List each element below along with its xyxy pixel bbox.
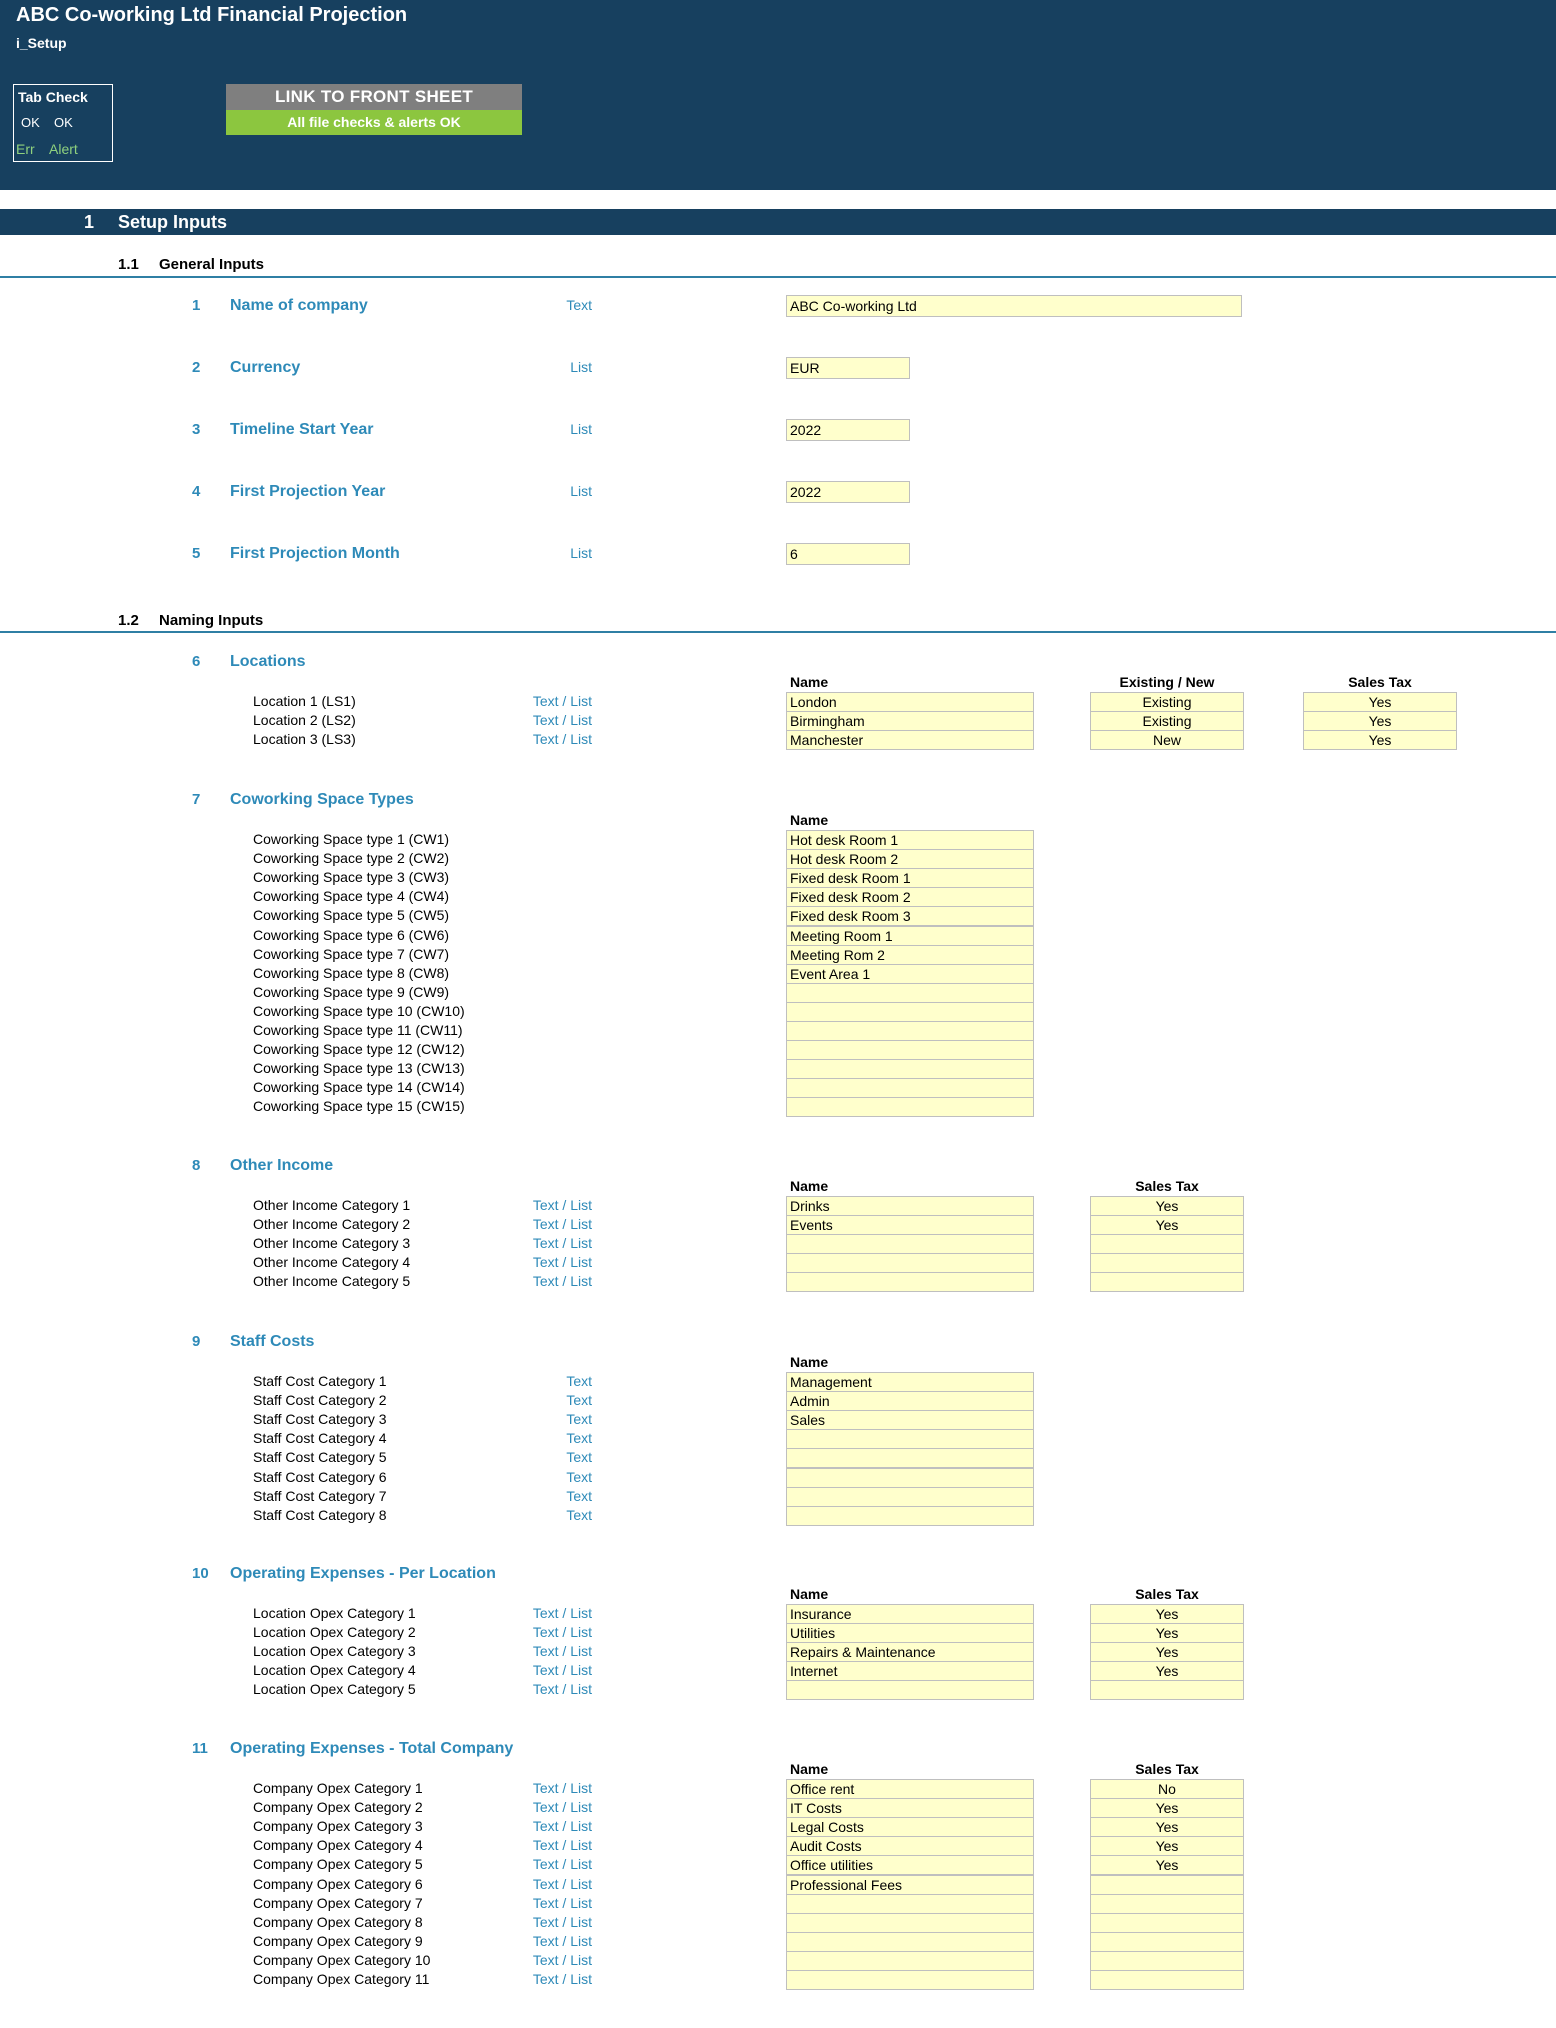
row-label: Staff Cost Category 2 [253, 1392, 387, 1408]
item-number: 2 [192, 359, 201, 376]
name-input[interactable]: Utilities [786, 1623, 1034, 1643]
input-type: Text [566, 297, 592, 313]
input-type: Text / List [532, 1933, 592, 1949]
dropdown-cell[interactable]: Yes [1090, 1215, 1244, 1235]
item-number: 5 [192, 545, 201, 562]
row-label: Company Opex Category 10 [253, 1952, 431, 1968]
dropdown-cell[interactable]: Yes [1090, 1855, 1244, 1875]
group-title: Other Income [230, 1157, 334, 1174]
dropdown-cell[interactable]: Yes [1303, 692, 1457, 712]
row-label: Company Opex Category 8 [253, 1914, 423, 1930]
column-header: Sales Tax [1135, 1178, 1199, 1194]
name-input[interactable] [786, 1253, 1034, 1273]
dropdown-cell[interactable]: Yes [1303, 711, 1457, 731]
name-input[interactable]: Sales [786, 1410, 1034, 1430]
row-label: Coworking Space type 2 (CW2) [253, 850, 450, 866]
row-label: Location 2 (LS2) [253, 712, 356, 728]
dropdown-cell[interactable] [1090, 1253, 1244, 1273]
dropdown-cell[interactable] [1090, 1894, 1244, 1914]
tab-check-box [13, 84, 113, 162]
dropdown-cell[interactable] [1090, 1680, 1244, 1700]
input-type: Text / List [532, 731, 592, 747]
input-field[interactable]: EUR [786, 357, 910, 379]
row-label: Company Opex Category 3 [253, 1818, 423, 1834]
row-label: Company Opex Category 7 [253, 1895, 423, 1911]
dropdown-cell[interactable]: Yes [1090, 1642, 1244, 1662]
name-input[interactable]: Office rent [786, 1779, 1034, 1799]
group-number: 11 [192, 1740, 208, 1757]
row-label: Location Opex Category 4 [253, 1662, 416, 1678]
column-header-name: Name [790, 1761, 829, 1777]
input-type: Text / List [532, 1799, 592, 1815]
row-label: Staff Cost Category 4 [253, 1430, 387, 1446]
dropdown-cell[interactable] [1090, 1932, 1244, 1952]
name-input[interactable] [786, 1429, 1034, 1449]
input-type: List [570, 545, 592, 561]
row-label: Coworking Space type 4 (CW4) [253, 888, 450, 904]
divider-line [0, 276, 1556, 278]
row-label: Company Opex Category 6 [253, 1876, 423, 1892]
group-number: 6 [192, 653, 201, 670]
column-header: Sales Tax [1135, 1586, 1199, 1602]
item-label: Name of company [230, 297, 368, 314]
input-type: Text / List [532, 1876, 592, 1892]
row-label: Location Opex Category 3 [253, 1643, 416, 1659]
name-input[interactable] [786, 1002, 1034, 1022]
tab-check-alert: Alert [49, 141, 78, 157]
row-label: Company Opex Category 2 [253, 1799, 423, 1815]
row-label: Other Income Category 4 [253, 1254, 411, 1270]
name-input[interactable] [786, 1487, 1034, 1507]
column-header: Sales Tax [1348, 674, 1412, 690]
row-label: Coworking Space type 3 (CW3) [253, 869, 450, 885]
row-label: Company Opex Category 11 [253, 1971, 430, 1987]
group-number: 7 [192, 791, 201, 808]
row-label: Company Opex Category 5 [253, 1856, 423, 1872]
input-type: Text / List [532, 1197, 592, 1213]
input-type: Text / List [532, 1605, 592, 1621]
input-type: Text [566, 1449, 592, 1465]
row-label: Coworking Space type 5 (CW5) [253, 907, 450, 923]
name-input[interactable]: Event Area 1 [786, 964, 1034, 984]
row-label: Other Income Category 1 [253, 1197, 411, 1213]
name-input[interactable] [786, 1234, 1034, 1254]
dropdown-cell[interactable]: Existing [1090, 711, 1244, 731]
row-label: Staff Cost Category 3 [253, 1411, 387, 1427]
input-type: Text [566, 1373, 592, 1389]
input-type: Text [566, 1469, 592, 1485]
group-number: 8 [192, 1157, 201, 1174]
input-type: Text [566, 1488, 592, 1504]
row-label: Location 1 (LS1) [253, 693, 356, 709]
input-type: Text / List [532, 1235, 592, 1251]
name-input[interactable] [786, 1097, 1034, 1117]
name-input[interactable] [786, 983, 1034, 1003]
column-header-name: Name [790, 1586, 829, 1602]
row-label: Coworking Space type 9 (CW9) [253, 984, 450, 1000]
input-type: Text [566, 1392, 592, 1408]
name-input[interactable]: Insurance [786, 1604, 1034, 1624]
page-title: ABC Co-working Ltd Financial Projection [16, 4, 408, 26]
name-input[interactable]: Hot desk Room 1 [786, 830, 1034, 850]
row-label: Location Opex Category 5 [253, 1681, 416, 1697]
group-number: 9 [192, 1333, 201, 1350]
item-number: 3 [192, 421, 201, 438]
row-label: Staff Cost Category 1 [253, 1373, 387, 1389]
input-type: Text / List [532, 1624, 592, 1640]
dropdown-cell[interactable]: Existing [1090, 692, 1244, 712]
dropdown-cell[interactable]: Yes [1303, 730, 1457, 750]
item-number: 4 [192, 483, 201, 500]
row-label: Coworking Space type 12 (CW12) [253, 1041, 465, 1057]
input-type: Text / List [532, 1273, 592, 1289]
group-number: 10 [192, 1565, 209, 1582]
row-label: Staff Cost Category 6 [253, 1469, 387, 1485]
row-label: Other Income Category 5 [253, 1273, 411, 1289]
item-label: Timeline Start Year [230, 421, 374, 438]
row-label: Coworking Space type 13 (CW13) [253, 1060, 465, 1076]
name-input[interactable] [786, 1078, 1034, 1098]
input-type: Text / List [532, 1952, 592, 1968]
input-type: Text / List [532, 1216, 592, 1232]
row-label: Staff Cost Category 5 [253, 1449, 387, 1465]
subsection-number-general: 1.1 [118, 256, 139, 273]
name-input[interactable]: Drinks [786, 1196, 1034, 1216]
name-input[interactable]: Admin [786, 1391, 1034, 1411]
input-type: List [570, 359, 592, 375]
input-type: Text / List [532, 1914, 592, 1930]
name-input[interactable] [786, 1272, 1034, 1292]
name-input[interactable]: Events [786, 1215, 1034, 1235]
dropdown-cell[interactable]: Yes [1090, 1836, 1244, 1856]
input-field[interactable]: ABC Co-working Ltd [786, 295, 1242, 317]
dropdown-cell[interactable] [1090, 1272, 1244, 1292]
input-type: Text / List [532, 1818, 592, 1834]
item-label: First Projection Year [230, 483, 386, 500]
subsection-title-general: General Inputs [159, 256, 265, 273]
row-label: Coworking Space type 8 (CW8) [253, 965, 450, 981]
dropdown-cell[interactable]: No [1090, 1779, 1244, 1799]
tab-check-ok-1: OK [21, 115, 40, 130]
row-label: Coworking Space type 14 (CW14) [253, 1079, 465, 1095]
name-input[interactable]: IT Costs [786, 1798, 1034, 1818]
column-header-name: Name [790, 1354, 829, 1370]
input-type: Text / List [532, 1837, 592, 1853]
name-input[interactable]: Repairs & Maintenance [786, 1642, 1034, 1662]
input-type: Text / List [532, 1780, 592, 1796]
dropdown-cell[interactable]: New [1090, 730, 1244, 750]
dropdown-cell[interactable] [1090, 1234, 1244, 1254]
name-input[interactable]: Office utilities [786, 1855, 1034, 1875]
input-field[interactable]: 2022 [786, 481, 910, 503]
group-title: Operating Expenses - Per Location [230, 1565, 496, 1582]
section-bar [0, 209, 1556, 235]
row-label: Staff Cost Category 8 [253, 1507, 387, 1523]
name-input[interactable]: Meeting Room 1 [786, 926, 1034, 946]
sheet-name: i_Setup [16, 35, 67, 51]
file-checks-status: All file checks & alerts OK [226, 110, 522, 135]
name-input[interactable]: Fixed desk Room 2 [786, 887, 1034, 907]
group-title: Locations [230, 653, 306, 670]
name-input[interactable] [786, 1040, 1034, 1060]
column-header-name: Name [790, 1178, 829, 1194]
input-field[interactable]: 6 [786, 543, 910, 565]
input-type: Text [566, 1411, 592, 1427]
dropdown-cell[interactable] [1090, 1970, 1244, 1990]
input-type: Text / List [532, 693, 592, 709]
dropdown-cell[interactable]: Yes [1090, 1817, 1244, 1837]
name-input[interactable]: Internet [786, 1661, 1034, 1681]
row-label: Company Opex Category 9 [253, 1933, 423, 1949]
name-input[interactable] [786, 1059, 1034, 1079]
tab-check-label: Tab Check [18, 89, 88, 105]
dropdown-cell[interactable]: Yes [1090, 1798, 1244, 1818]
name-input[interactable]: Meeting Rom 2 [786, 945, 1034, 965]
section-number: 1 [84, 212, 95, 232]
item-label: Currency [230, 359, 301, 376]
name-input[interactable]: Manchester [786, 730, 1034, 750]
tab-check-err: Err [16, 141, 35, 157]
group-title: Coworking Space Types [230, 791, 414, 808]
row-label: Coworking Space type 11 (CW11) [253, 1022, 463, 1038]
input-type: Text / List [532, 1681, 592, 1697]
input-type: List [570, 483, 592, 499]
section-title: Setup Inputs [118, 212, 227, 232]
name-input[interactable] [786, 1021, 1034, 1041]
input-type: Text / List [532, 1895, 592, 1911]
name-input[interactable] [786, 1951, 1034, 1971]
row-label: Company Opex Category 4 [253, 1837, 423, 1853]
group-title: Operating Expenses - Total Company [230, 1740, 514, 1757]
row-label: Location Opex Category 2 [253, 1624, 416, 1640]
item-label: First Projection Month [230, 545, 400, 562]
dropdown-cell[interactable] [1090, 1875, 1244, 1895]
name-input[interactable]: Management [786, 1372, 1034, 1392]
row-label: Coworking Space type 15 (CW15) [253, 1098, 465, 1114]
input-type: Text / List [532, 1254, 592, 1270]
subsection-title-naming: Naming Inputs [159, 612, 264, 629]
row-label: Location 3 (LS3) [253, 731, 356, 747]
column-header-name: Name [790, 674, 829, 690]
name-input[interactable]: London [786, 692, 1034, 712]
row-label: Coworking Space type 1 (CW1) [253, 831, 450, 847]
name-input[interactable] [786, 1680, 1034, 1700]
input-field[interactable]: 2022 [786, 419, 910, 441]
row-label: Coworking Space type 6 (CW6) [253, 927, 450, 943]
input-type: Text / List [532, 712, 592, 728]
subsection-number-naming: 1.2 [118, 612, 139, 629]
row-label: Other Income Category 2 [253, 1216, 411, 1232]
input-type: List [570, 421, 592, 437]
column-header-name: Name [790, 812, 829, 828]
input-type: Text / List [532, 1971, 592, 1987]
name-input[interactable]: Fixed desk Room 1 [786, 868, 1034, 888]
name-input[interactable] [786, 1970, 1034, 1990]
row-label: Coworking Space type 10 (CW10) [253, 1003, 465, 1019]
dropdown-cell[interactable] [1090, 1951, 1244, 1971]
tab-check-ok-2: OK [54, 115, 73, 130]
name-input[interactable] [786, 1932, 1034, 1952]
row-label: Other Income Category 3 [253, 1235, 411, 1251]
row-label: Coworking Space type 7 (CW7) [253, 946, 450, 962]
group-title: Staff Costs [230, 1333, 315, 1350]
row-label: Company Opex Category 1 [253, 1780, 423, 1796]
column-header: Existing / New [1119, 674, 1215, 690]
row-label: Staff Cost Category 7 [253, 1488, 387, 1504]
input-type: Text [566, 1507, 592, 1523]
dropdown-cell[interactable]: Yes [1090, 1604, 1244, 1624]
dropdown-cell[interactable]: Yes [1090, 1661, 1244, 1681]
input-type: Text / List [532, 1643, 592, 1659]
link-to-front-sheet-button[interactable]: LINK TO FRONT SHEET [226, 84, 522, 110]
input-type: Text / List [532, 1856, 592, 1872]
item-number: 1 [192, 297, 201, 314]
name-input[interactable]: Birmingham [786, 711, 1034, 731]
name-input[interactable] [786, 1448, 1034, 1468]
name-input[interactable] [786, 1468, 1034, 1488]
input-type: Text / List [532, 1662, 592, 1678]
name-input[interactable]: Legal Costs [786, 1817, 1034, 1837]
name-input[interactable]: Professional Fees [786, 1875, 1034, 1895]
name-input[interactable]: Audit Costs [786, 1836, 1034, 1856]
name-input[interactable] [786, 1913, 1034, 1933]
row-label: Location Opex Category 1 [253, 1605, 416, 1621]
name-input[interactable] [786, 1894, 1034, 1914]
name-input[interactable] [786, 1506, 1034, 1526]
dropdown-cell[interactable]: Yes [1090, 1196, 1244, 1216]
dropdown-cell[interactable]: Yes [1090, 1623, 1244, 1643]
input-type: Text [566, 1430, 592, 1446]
column-header: Sales Tax [1135, 1761, 1199, 1777]
divider-line [0, 631, 1556, 633]
dropdown-cell[interactable] [1090, 1913, 1244, 1933]
name-input[interactable]: Fixed desk Room 3 [786, 906, 1034, 926]
name-input[interactable]: Hot desk Room 2 [786, 849, 1034, 869]
